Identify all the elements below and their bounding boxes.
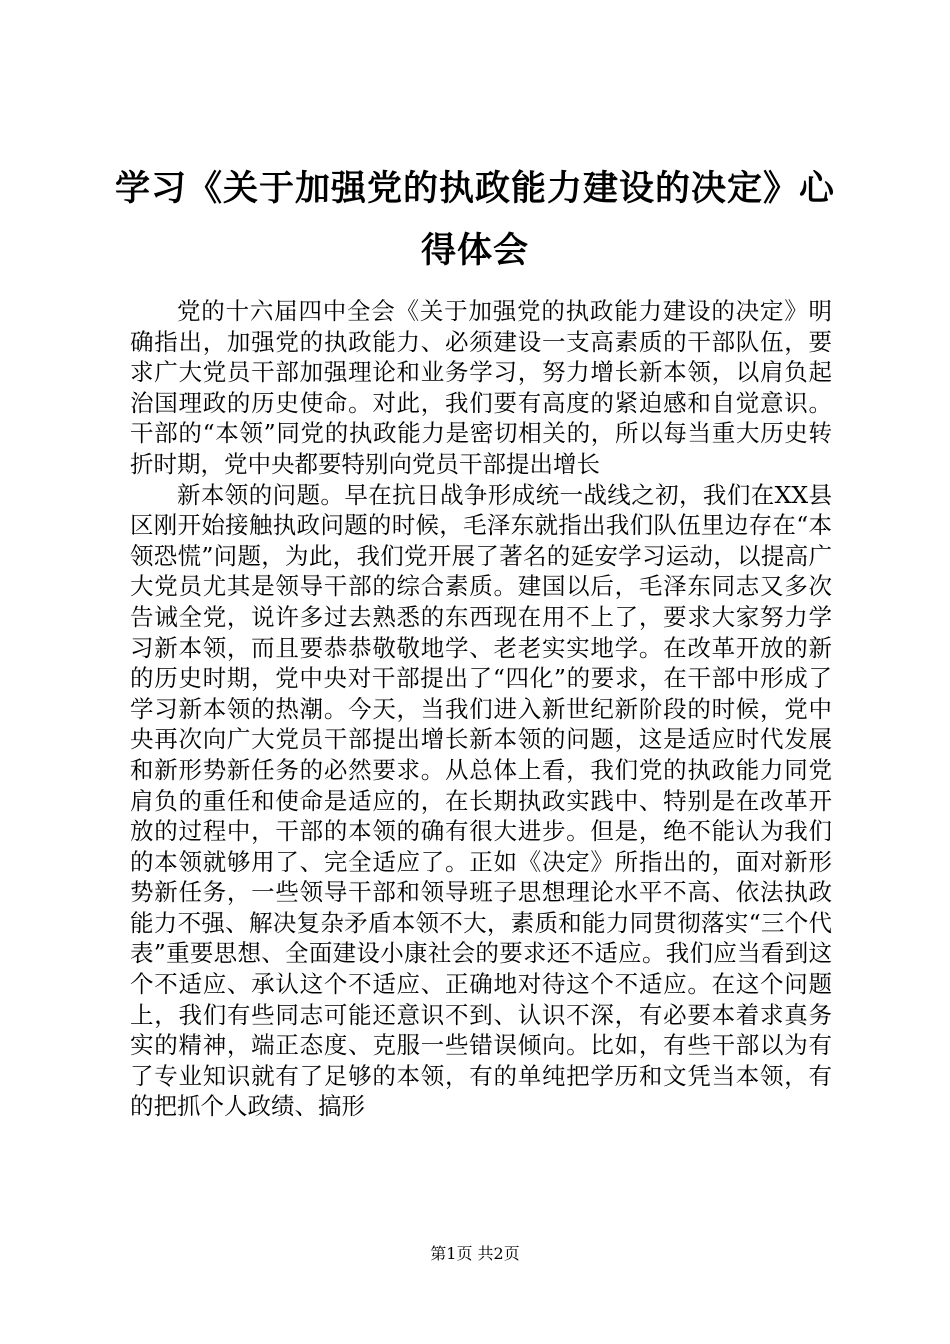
document-body bbox=[130, 296, 832, 1122]
paragraph-2: 新本领的问题。早在抗日战争形成统一战线之初，我们在XX县区刚开始接触执政问题的时候，毛泽东就指出我们队伍里边存在“本领恐慌”问题，为此，我们党开展了著名的延安学习运动，以提高广大党员尤其是领导干部的综合素质。建国以后，毛泽东同志又多次告诫全党，说许多过去熟悉的东西现在用不上了，要求大家努力学习新本领，而且要恭恭敬敬地学、老老实实地学。在改革开放的新的历史时期，党中央对干部提出了“四化”的要求，在干部中形成了学习新本领的热潮。今天，当我们进入新世纪新阶段的时候，党中央再次向广大党员干部提出增长新本领的问题，这是适应时代发展和新形势新任务的必然要求。从总体上看，我们党的执政能力同党肩负的重任和使命是适应的，在长期执政实践中、特别是在改革开放的过程中，干部的本领的确有很大进步。但是，绝不能认为我们的本领就够用了、完全适应了。正如《决定》所指出的，面对新形势新任务，一些领导干部和领导班子思想理论水平不高、依法执政能力不强、解决复杂矛盾本领不大，素质和能力同贯彻落实“三个代表”重要思想、全面建设小康社会的要求还不适应。我们应当看到这个不适应、承认这个不适应、正确地对待这个不适应。在这个问题上，我们有些同志可能还意识不到、认识不深，有必要本着求真务实的精神，端正态度、克服一些错误倾向。比如，有些干部以为有了专业知识就有了足够的本领，有的单纯把学历和文凭当本领，有的把抓个人政绩、搞形 bbox=[130, 480, 832, 1121]
page-number-footer: 第1页 共2页 bbox=[430, 1244, 520, 1263]
document-title: 学习《关于加强党的执政能力建设的决定》心得体会 bbox=[114, 169, 835, 271]
paragraph-1: 党的十六届四中全会《关于加强党的执政能力建设的决定》明确指出，加强党的执政能力、必须建设一支高素质的干部队伍，要求广大党员干部加强理论和业务学习，努力增长新本领，以肩负起治国理政的历史使命。对此，我们要有高度的紧迫感和自觉意识。干部的“本领”同党的执政能力是密切相关的，所以每当重大历史转折时期，党中央都要特别向党员干部提出增长 bbox=[130, 297, 832, 478]
